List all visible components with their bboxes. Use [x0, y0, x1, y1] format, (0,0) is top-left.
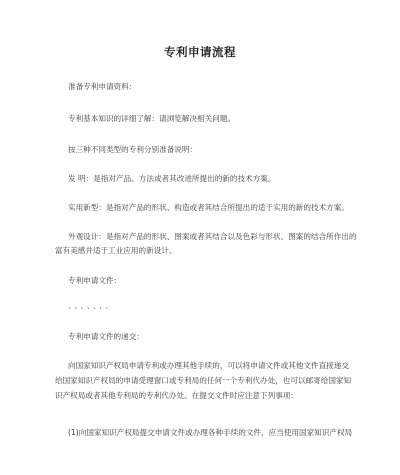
paragraph-line: 按三种不同类型的专利分别准备说明： [68, 145, 198, 154]
paragraph-line: 实用新型：是指对产品的形状、构造或者其结合所提出的适于实用的新的技术方案。 [68, 203, 349, 212]
paragraph-line: 专利申请文件： [68, 276, 122, 285]
paragraph-line: ` ` ` ` ` ` ` [68, 307, 110, 316]
paragraph-line: 专利申请文件的递交： [68, 332, 144, 341]
paragraph-line: (1)向国家知识产权局提交申请文件或办理各种手续的文件，应当使用国家知识产权局 [68, 428, 353, 437]
document-title: 专利申请流程 [164, 45, 236, 59]
paragraph-line: 富有美感并适于工业应用的新设计。 [55, 246, 177, 255]
paragraph-line: 发 明：是指对产品、方法或者其改进所提出的新的技术方案。 [68, 174, 276, 183]
paragraph-line: 准备专利申请资料： [68, 82, 137, 91]
paragraph-line: 向国家知识产权局申请专利或办理其他手续的，可以将申请文件或其他文件直接递交 [68, 361, 349, 370]
paragraph-line: 给国家知识产权局的申请受理窗口或专利局的任何一个专利代办处，也可以邮寄给国家知 [55, 376, 352, 385]
paragraph-line: 专利基本知识的详细了解：请浏览解决相关问题。 [68, 114, 236, 123]
paragraph-line: 识产权局或者其他专利局的专利代办处。在提交文件时应注意下列事项： [55, 391, 298, 400]
paragraph-line: 外观设计：是指对产品的形状、图案或者其结合以及色彩与形状、图案的结合所作出的 [68, 232, 357, 241]
